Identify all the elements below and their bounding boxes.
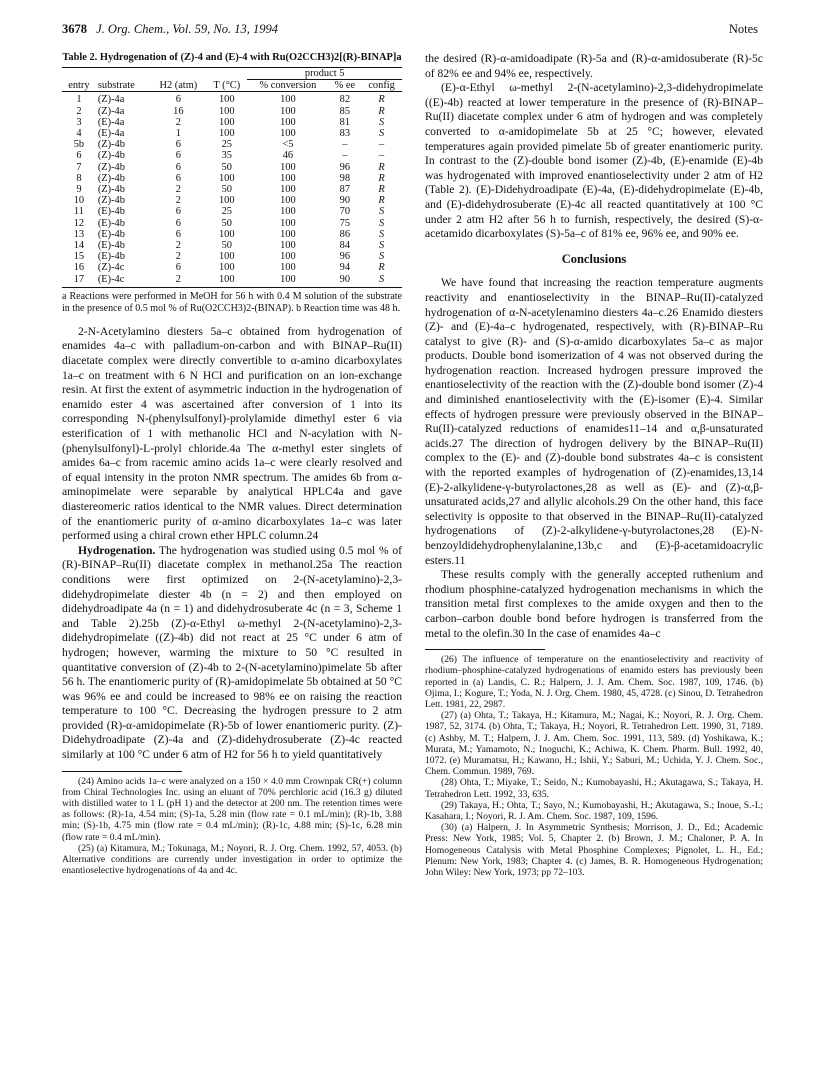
table-cell: 96 bbox=[339, 161, 351, 173]
table-cell: 6 bbox=[175, 206, 181, 218]
table-cell: 100 bbox=[280, 262, 296, 274]
table-cell: 100 bbox=[280, 195, 296, 207]
column-header: config bbox=[361, 80, 402, 92]
body-paragraph: The hydrogenation was studied using 0.5 mol % of (R)-BINAP–Ru(II) diacetate complex in methanol.25a The reaction conditions were first optimized on 2-(N-acetylamino)-2,3-didehydropimelate diester 4b (n = 2) and then employed on didehydroadipate 4a (n = 1) and didehydrosuberate 4c (n = 3, Scheme 1 and Table 2).25b (Z)-α-Ethyl ω-methyl 2-(N-acetylamino)-2,3-didehydropimelate ((Z)-4b) did not react at 25 °C under 6 atm of hydrogen; however, warming the mixture to 50 °C resulted in quantitative conversion of (Z)-4b to 2-(N-acetylamino)pimelate 5b after 56 h. The enantiomeric purity of (R)-amidopimelate 5b obtained at 50 °C was 96% ee and could be increased to 98% ee on raising the reaction temperature to 100 °C. Decreasing the hydrogen pressure to 2 atm provided (R)-α-amidopimelate (R)-5b of lower enantiomeric purity. (Z)-Didehydroadipate (Z)-4a and (Z)-didehydrosuberate (Z)-4c reacted similarly at 100 °C under 6 atm of H2 for 56 h to yield quantitatively bbox=[62, 543, 402, 762]
table-cell: 5b bbox=[73, 139, 85, 151]
footnote: (27) (a) Ohta, T.; Takaya, H.; Kitamura, M.; Nagai, K.; Noyori, R. J. Org. Chem. 1987, 52, 3174. (b) Ohta, T.; Takaya, H.; Noyori, R. Tetrahedron Lett. 1990, 31, 7189. (c) Ashby, M. T.; Halpern, J. J. Am. Chem. Soc. 1991, 113, 589. (d) Yoshikawa, K.; Murata, M.; Yamamoto, N.; Inoguchi, K.; Achiwa, K. Chem. Pharm. Bull. 1992, 40, 1072. (e) Muramatsu, H.; Kawano, H.; Ishii, Y.; Saburi, M.; Uchida, Y. J. Chem. Soc., Chem. Commun. 1989, 769. bbox=[425, 710, 763, 778]
table-cell: 100 bbox=[280, 228, 296, 240]
table-cell: 1 bbox=[76, 94, 82, 106]
footnote: (26) The influence of temperature on the enantioselectivity and reactivity of rhodium–phosphine-catalyzed hydrogenations of enamido esters has previously been reported in (a) Landis, C. R.; Halpern, J. J. Am. Chem. Soc. 1987, 109, 1746. (b) Ojima, I.; Kogure, T.; Yoda, N. J. Org. Chem. 1980, 45, 4728. (c) Sinou, D. Tetrahedron Lett. 1981, 22, 2987. bbox=[425, 654, 763, 710]
table-cell: S bbox=[378, 240, 385, 252]
group-header: product 5 bbox=[247, 68, 402, 80]
table-cell: S bbox=[378, 251, 385, 263]
body-paragraph: the desired (R)-α-amidoadipate (R)-5a and (R)-α-amidosuberate (R)-5c of 82% ee and 94% ee, respectively. bbox=[425, 52, 763, 80]
table-cell: (Z)-4b bbox=[97, 184, 125, 196]
table-cell: 50 bbox=[221, 217, 232, 229]
table-cell: – bbox=[342, 150, 348, 162]
table-row bbox=[62, 206, 402, 217]
table-cell: 8 bbox=[76, 172, 82, 184]
table-cell: 7 bbox=[76, 161, 82, 173]
table-cell: (Z)-4c bbox=[97, 262, 125, 274]
table-cell: 86 bbox=[339, 228, 351, 240]
table-cell: 90 bbox=[329, 274, 362, 288]
running-header bbox=[62, 22, 758, 40]
footnote-rule bbox=[425, 649, 545, 650]
table-cell: – bbox=[378, 150, 385, 162]
table-row bbox=[62, 240, 402, 251]
table-cell: 6 bbox=[175, 228, 181, 240]
table-row bbox=[62, 106, 402, 117]
table-cell: 100 bbox=[218, 105, 235, 117]
table-cell: (Z)-4b bbox=[97, 139, 125, 151]
body-paragraph: 2-N-Acetylamino diesters 5a–c obtained from hydrogenation of enamides 4a–c with palladium-on-carbon and with BINAP–Ru(II) diacetate complex were directly convertible to α-amino dicarboxylates 1a–c on treatment with 6 N HCl and purification on an ion-exchange resin. At first the extent of asymmetric induction in the hydrogenation of enamido ester 4 was ascertained after conversion of 1 into its corresponding N-(phenylsulfonyl)-prolylamide dimethyl ester 6 via esterification of 1 with methanolic HCl and N-acylation with N-(phenylsulfonyl)-L-prolyl chloride.4a The α-methyl ester singlets of amides 6a–c from racemic amino acids 1a–c were clearly resolved and of equal intensity in the proton NMR spectrum. The amides 6b from α-aminopimelate were separable by analytical HPLC4a and gave diastereomeric ratios identical to the NMR values. Direct determination of the enantiomeric purity of α-amino dicarboxylates 1a–c was later performed using a chiral crown ether HPLC column.24 bbox=[62, 324, 402, 543]
table-cell: (Z)-4b bbox=[97, 161, 125, 173]
table-cell: 2 bbox=[175, 240, 181, 252]
table-cell: 87 bbox=[339, 184, 351, 196]
table-cell: 16 bbox=[73, 262, 85, 274]
table-cell: R bbox=[378, 262, 385, 274]
table-cell: S bbox=[361, 274, 402, 288]
table-cell: 82 bbox=[339, 94, 351, 106]
table-cell: 70 bbox=[339, 206, 351, 218]
column-header: T (°C) bbox=[206, 80, 247, 92]
table-label: Table 2. bbox=[62, 52, 98, 63]
table-cell: 11 bbox=[73, 206, 84, 218]
table-cell: S bbox=[378, 217, 385, 229]
table-cell: (E)-4b bbox=[97, 206, 125, 218]
table-cell: 50 bbox=[221, 184, 232, 196]
table-cell: 25 bbox=[221, 139, 232, 151]
table-row bbox=[62, 184, 402, 195]
table-cell: 100 bbox=[280, 251, 296, 263]
table-cell: 100 bbox=[280, 128, 296, 140]
table-cell: 100 bbox=[218, 128, 235, 140]
table-cell: (Z)-4b bbox=[97, 150, 125, 162]
table-cell: R bbox=[378, 172, 385, 184]
table-cell: 6 bbox=[175, 262, 181, 274]
table-cell: 100 bbox=[218, 172, 235, 184]
table-cell: S bbox=[378, 128, 385, 140]
table-cell: 1 bbox=[175, 128, 181, 140]
table-cell: (Z)-4a bbox=[97, 94, 125, 106]
table-cell: R bbox=[378, 105, 385, 117]
table-cell: 100 bbox=[218, 228, 235, 240]
table-cell: – bbox=[342, 139, 348, 151]
table-cell: 35 bbox=[221, 150, 232, 162]
table-cell: 100 bbox=[280, 161, 296, 173]
table-cell: 100 bbox=[218, 94, 235, 106]
table-cell: 2 bbox=[175, 184, 181, 196]
table-cell: 100 bbox=[280, 105, 296, 117]
table-cell: (Z)-4a bbox=[97, 105, 125, 117]
body-paragraph: These results comply with the generally accepted ruthenium and rhodium phosphine-catalyzed hydrogenation mechanisms in which the transition metal first complexes to the amide oxygen and then to the carbon–carbon double bond before hydrogen is transferred from the metal to the olefin.30 In the case of enamides 4a–c bbox=[425, 568, 763, 640]
table-cell: 100 bbox=[247, 274, 328, 288]
table-cell: 2 bbox=[175, 195, 181, 207]
table-cell: (Z)-4b bbox=[97, 172, 125, 184]
table-cell: 6 bbox=[175, 150, 181, 162]
table-row bbox=[62, 262, 402, 273]
table-row bbox=[62, 117, 402, 128]
table-cell: 2 bbox=[175, 251, 181, 263]
table-footnote: a Reactions were performed in MeOH for 56 h with 0.4 M solution of the substrate in the presence of 0.5 mol % of Ru(O2CCH3)2-(BINAP). b Reaction time was 48 h. bbox=[62, 290, 402, 314]
table-row bbox=[62, 128, 402, 139]
table-cell: R bbox=[378, 94, 385, 106]
table-cell: 100 bbox=[280, 172, 296, 184]
table-cell: 4 bbox=[76, 128, 82, 140]
table-cell: R bbox=[378, 161, 385, 173]
table-cell: 3 bbox=[76, 116, 82, 128]
table-row bbox=[62, 251, 402, 262]
table-cell: 96 bbox=[339, 251, 351, 263]
section-heading-hydrogenation: Hydrogenation. bbox=[78, 543, 156, 557]
table-cell: 100 bbox=[280, 206, 296, 218]
table-cell: 6 bbox=[175, 139, 181, 151]
table-caption bbox=[62, 52, 402, 64]
table-cell: 2 bbox=[150, 274, 206, 288]
table-cell: 15 bbox=[73, 251, 85, 263]
table-cell: (E)-4b bbox=[97, 228, 125, 240]
table-cell: <5 bbox=[282, 139, 294, 151]
hydrogenation-table bbox=[62, 67, 402, 288]
table-row bbox=[62, 162, 402, 173]
table-cell: 14 bbox=[73, 240, 85, 252]
column-header: % conversion bbox=[247, 80, 328, 92]
table-cell: 100 bbox=[280, 217, 296, 229]
page-number: 3678 bbox=[62, 22, 87, 36]
table-cell: 46 bbox=[282, 150, 294, 162]
table-cell: (E)-4a bbox=[97, 116, 125, 128]
table-cell: 6 bbox=[76, 150, 82, 162]
table-cell: 10 bbox=[73, 195, 85, 207]
footnote: (28) Ohta, T.; Miyake, T.; Seido, N.; Kumobayashi, H.; Akutagawa, S.; Takaya, H. Tetrahedron Lett. 1992, 33, 635. bbox=[425, 777, 763, 800]
table-cell: S bbox=[378, 206, 385, 218]
table-cell: (E)-4b bbox=[97, 217, 125, 229]
table-cell: 17 bbox=[62, 274, 96, 288]
table-cell: 9 bbox=[76, 184, 82, 196]
table-cell: 25 bbox=[221, 206, 232, 218]
table-row bbox=[62, 195, 402, 206]
footnote: (29) Takaya, H.; Ohta, T.; Sayo, N.; Kumobayashi, H.; Akutagawa, S.; Inoue, S.-I.; Kasahara, I.; Noyori, R. J. Am. Chem. Soc. 1987, 109, 1596. bbox=[425, 799, 763, 822]
table-cell: 100 bbox=[206, 274, 247, 288]
table-cell: 2 bbox=[175, 116, 181, 128]
table-cell: 100 bbox=[218, 262, 235, 274]
table-cell: 6 bbox=[175, 217, 181, 229]
table-row bbox=[62, 229, 402, 240]
table-cell: 50 bbox=[221, 161, 232, 173]
table-cell: S bbox=[378, 228, 385, 240]
journal-citation: J. Org. Chem., Vol. 59, No. 13, 1994 bbox=[96, 22, 278, 36]
table-cell: S bbox=[378, 116, 385, 128]
table-cell: R bbox=[378, 184, 385, 196]
table-cell: 100 bbox=[280, 240, 296, 252]
table-cell: (E)-4a bbox=[97, 128, 125, 140]
table-row bbox=[62, 173, 402, 184]
column-header: substrate bbox=[96, 80, 151, 92]
column-header: % ee bbox=[329, 80, 362, 92]
table-cell: 94 bbox=[339, 262, 351, 274]
table-cell: 100 bbox=[280, 94, 296, 106]
table-cell: 12 bbox=[73, 217, 85, 229]
footnote: (30) (a) Halpern, J. In Asymmetric Synthesis; Morrison, J. D., Ed.; Academic Press: New York, 1985; Vol. 5, Chapter 2. (b) Brown, J. M.; Chaloner, P. A. In Homogeneous Catalysis with Metal Phosphine Complexes; Pignolet, L. H., Ed.; Plenum: New York, 1983; Chapter 4. (c) James, B. R. Homogeneous Hydrogenation; John Wiley: New York, 1973; pp 72–103. bbox=[425, 822, 763, 879]
section-heading-conclusions: Conclusions bbox=[561, 251, 627, 266]
table-cell: (Z)-4b bbox=[97, 195, 125, 207]
table-cell: 98 bbox=[339, 172, 351, 184]
table-title: Hydrogenation of (Z)-4 and (E)-4 with Ru(O2CCH3)2[(R)-BINAP]a bbox=[99, 52, 402, 63]
table-cell: 2 bbox=[76, 105, 82, 117]
table-cell: 90 bbox=[339, 195, 351, 207]
table-cell: 75 bbox=[339, 217, 351, 229]
table-cell: 84 bbox=[339, 240, 351, 252]
body-paragraph: (E)-α-Ethyl ω-methyl 2-(N-acetylamino)-2,3-didehydropimelate ((E)-4b) reacted at lower temperature in the presence of (R)-BINAP–Ru(II) diacetate complex under 6 atm of hydrogen and was completely converted to α-amidopimelate 5b at 25 °C; however, elevated temperatures again provided pimelate 5b of greater enantiomeric purity. In contrast to the (Z)-double bond isomer (Z)-4b, (E)-enamide (E)-4b was hydrogenated with improved enantioselectivity under 2 atm of H2 (Table 2). (E)-Didehydroadipate (E)-4a, (E)-didehydropimelate (E)-4b, and (E)-didehydrosuberate (E)-4c all reacted quantitatively at 100 °C under 2 atm H2 after 56 h to furnish, respectively, the desired (S)-α-acetamido dicarboxylates (S)-5a–c of 81% ee, 96% ee, and 90% ee. bbox=[425, 81, 763, 241]
footnote: (24) Amino acids 1a–c were analyzed on a 150 × 4.0 mm Crownpak CR(+) column from Chiral Technologies Inc. using an eluant of 70% perchloric acid (16.3 g) diluted with distilled water to 1 L (pH 1) and the detector at 200 nm. The retention times were as follows: (R)-1a, 4.54 min; (S)-1a, 5.28 min (flow rate = 0.1 mL/min); (R)-1b, 3.88 min; (S)-1b, 4.75 min (flow rate = 0.4 mL/min); (R)-1c, 4.88 min; (S)-1c, 6.28 min (flow rate = 0.4 mL/min). bbox=[62, 775, 402, 843]
table-cell: 6 bbox=[175, 94, 181, 106]
footnote: (25) (a) Kitamura, M.; Tokunaga, M.; Noyori, R. J. Org. Chem. 1992, 57, 4053. (b) Alternative conditions are currently under investigation in order to optimize the enantioselective hydrogenations of 4a and 4c. bbox=[62, 842, 402, 877]
table-cell: 100 bbox=[280, 116, 296, 128]
table-cell: 100 bbox=[218, 116, 235, 128]
table-row bbox=[62, 92, 402, 106]
table-cell: 85 bbox=[339, 105, 351, 117]
table-cell: (E)-4b bbox=[97, 240, 125, 252]
table-cell: 100 bbox=[280, 184, 296, 196]
table-cell: R bbox=[378, 195, 385, 207]
table-row bbox=[62, 150, 402, 161]
column-header: H2 (atm) bbox=[150, 80, 206, 92]
table-cell: (E)-4b bbox=[97, 251, 125, 263]
left-column bbox=[62, 52, 402, 877]
table-row bbox=[62, 139, 402, 150]
table-cell: 100 bbox=[218, 195, 235, 207]
table-cell: 13 bbox=[73, 228, 85, 240]
table-row bbox=[62, 218, 402, 229]
right-column bbox=[425, 52, 763, 878]
column-header: entry bbox=[62, 80, 96, 92]
table-cell: (E)-4c bbox=[96, 274, 151, 288]
table-cell: 16 bbox=[173, 105, 184, 117]
table-cell: 100 bbox=[218, 251, 235, 263]
section-name: Notes bbox=[728, 22, 758, 36]
table-cell: 6 bbox=[175, 161, 181, 173]
table-cell: – bbox=[378, 139, 385, 151]
table-cell: 81 bbox=[339, 116, 351, 128]
table-row bbox=[62, 274, 402, 288]
body-paragraph: We have found that increasing the reaction temperature augments reactivity and enantioselectivity in the BINAP–Ru(II)-catalyzed hydrogenation of α-N-acetylenamino diesters 4a–c.26 Enamido diesters (Z)- and (E)-4a–c hydrogenated, respectively, with (R)-BINAP–Ru catalyst to give (R)- and (S)-α-amido dicarboxylates 5a–c as major products. Double bond isomerization of 4 was not observed during the hydrogenation reaction. Increased hydrogen pressure improved the enantioselectivity of the reaction with the (Z)-double bond isomer (Z)-4 and diminished enantioselectivity with the (E)-isomer (E)-4. Similar effects of hydrogen pressure were previously observed in the BINAP–Ru(II)-catalyzed reductions of enamides11–14 and α,β-unsaturated acids.27 The direction of hydrogen delivery by the BINAP–Ru(II) complex to the (E)- and (Z)-double bond substrates 4a–c is consistent with the reported examples of hydrogenation of (Z)-enamides,13,14 (E)-2-alkylidene-γ-butyrolactones,28 as well as (E)- and (Z)-α,β-unsaturated acids,27 and allylic alcohols.29 On the other hand, this face selectivity is opposite to that observed in the BINAP–Ru(II)-catalyzed hydrogenations of (Z)-2-alkylidene-γ-butyrolactones,28 (E)-N-benzoyldidehydrophenylalanine,13b,c and (E)-β-acetamidoacrylic esters.11 bbox=[425, 276, 763, 567]
table-cell: 83 bbox=[339, 128, 351, 140]
table-cell: 50 bbox=[221, 240, 232, 252]
footnote-rule bbox=[62, 771, 182, 772]
table-cell: 6 bbox=[175, 172, 181, 184]
